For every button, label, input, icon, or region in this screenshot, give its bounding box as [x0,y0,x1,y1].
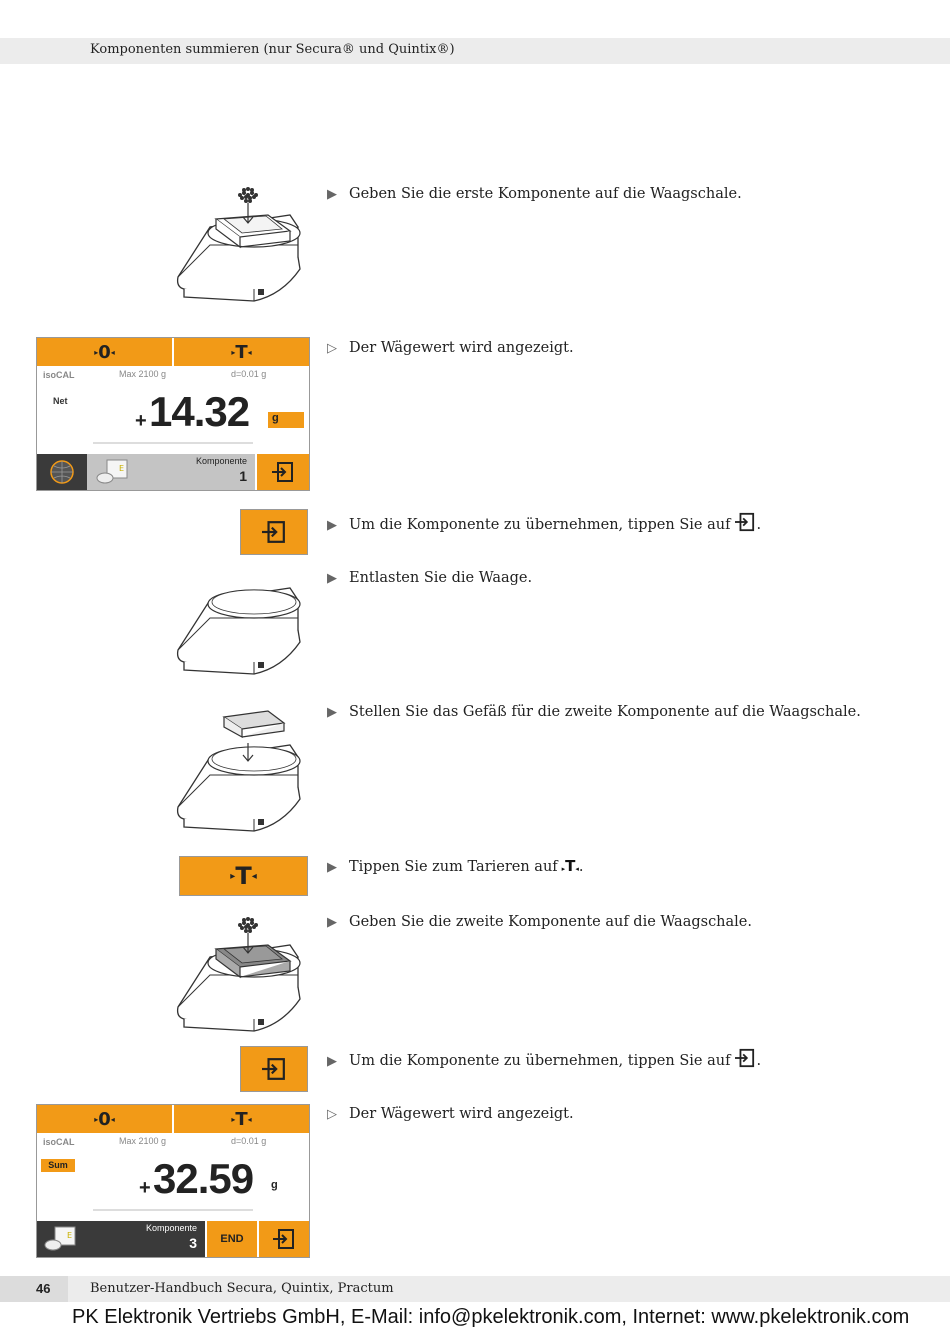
step-suffix: . [756,517,762,533]
accept-button[interactable] [257,1221,309,1257]
komponente-label: Komponente [195,456,247,466]
menu-button[interactable] [37,454,87,490]
scale-with-container-illustration [170,185,310,305]
step-8 [327,1048,761,1069]
zero-button[interactable]: ▸ 0 ◂ [94,341,115,363]
step-5 [327,704,861,720]
zero-button[interactable]: ▸ 0 ◂ [94,1108,115,1130]
step-7 [327,914,752,930]
accept-button[interactable] [240,1046,308,1092]
progress-bar [93,1209,253,1211]
step-marker: ▷ [327,341,337,356]
step-6 [327,857,584,875]
display-body [37,1133,309,1221]
weight-value: 32.59 [153,1155,254,1202]
enter-icon [272,461,294,483]
komponente-count: 3 [189,1235,197,1251]
weight-sign: + [135,410,147,432]
step-marker: ▷ [327,1107,337,1122]
step-suffix: . [578,859,584,875]
display-top-bar [37,1105,309,1133]
page-header-title: Komponenten summieren (nur Secura® und Quintix®) [90,42,455,57]
balance-display-2 [36,1104,310,1258]
application-bar [87,454,255,490]
display-bottom-bar [37,1221,309,1257]
display-body [37,366,309,454]
page-number: 46 [36,1281,51,1296]
component-app-icon [95,458,129,486]
display-bottom-bar [37,454,309,490]
svg-text:E: E [119,464,125,473]
step-2 [327,340,574,356]
step-3 [327,512,761,533]
empty-scale-illustration [170,568,310,678]
tare-icon: ▸T◂ [561,857,579,875]
tare-button[interactable]: ▸ T ◂ [172,1105,309,1133]
mode-label: isoCAL [43,370,75,380]
step-text: Entlasten Sie die Waage. [349,570,533,586]
zero-label: 0 [98,1108,111,1130]
komponente-label: Komponente [145,1223,197,1233]
readability-label: d=0.01 g [231,369,267,379]
step-text: Tippen Sie zum Tarieren auf [349,859,558,875]
enter-icon [734,1048,756,1068]
sum-badge: Sum [41,1159,75,1172]
step-text: Um die Komponente zu übernehmen, tippen Sie auf [349,1053,731,1069]
enter-icon [734,512,756,532]
step-4 [327,570,532,586]
component-app-icon [43,1225,77,1253]
enter-icon [261,1057,287,1081]
scale-with-vessel-illustration [170,703,310,833]
step-suffix: . [756,1053,762,1069]
step-marker: ▶ [327,860,337,875]
svg-text:E: E [67,1231,73,1240]
net-label: Net [53,396,68,406]
application-bar [37,1221,205,1257]
tare-label: T [235,862,252,890]
komponente-count: 1 [239,468,247,484]
accept-button[interactable] [255,454,309,490]
globe-icon [49,459,75,485]
scale-second-component-illustration [170,915,310,1035]
tare-button[interactable]: ▸ T ◂ [179,856,308,896]
readability-label: d=0.01 g [231,1136,267,1146]
unit-button[interactable]: g [268,412,304,428]
progress-bar [93,442,253,444]
max-label: Max 2100 g [119,1136,167,1146]
step-text: Geben Sie die erste Komponente auf die Waagschale. [349,186,742,202]
display-top-bar [37,338,309,366]
zero-label: 0 [98,341,111,363]
accept-button[interactable] [240,509,308,555]
weight-value: 14.32 [149,388,250,435]
weight-sign: + [139,1177,151,1199]
end-button[interactable]: END [205,1221,257,1257]
enter-icon [261,520,287,544]
step-marker: ▶ [327,705,337,720]
step-text: Der Wägewert wird angezeigt. [349,1106,574,1122]
step-9 [327,1106,574,1122]
tare-label: T [235,1108,248,1130]
step-text: Um die Komponente zu übernehmen, tippen Sie auf [349,517,731,533]
step-marker: ▶ [327,518,337,533]
enter-icon [273,1228,295,1250]
step-marker: ▶ [327,571,337,586]
step-marker: ▶ [327,915,337,930]
max-label: Max 2100 g [119,369,167,379]
step-text: Geben Sie die zweite Komponente auf die Waagschale. [349,914,752,930]
watermark-text: PK Elektronik Vertriebs GmbH, E-Mail: info@pkelektronik.com, Internet: www.pkelektronik.com [72,1306,910,1328]
mode-label: isoCAL [43,1137,75,1147]
step-text: Der Wägewert wird angezeigt. [349,340,574,356]
unit-label: g [271,1179,278,1191]
page-number-box [0,1276,68,1302]
step-marker: ▶ [327,1054,337,1069]
tare-button[interactable]: ▸ T ◂ [172,338,309,366]
step-1 [327,186,742,202]
footer-title: Benutzer-Handbuch Secura, Quintix, Practum [90,1281,394,1296]
tare-label: T [235,341,248,363]
step-marker: ▶ [327,187,337,202]
step-text: Stellen Sie das Gefäß für die zweite Komponente auf die Waagschale. [349,704,861,720]
balance-display-1 [36,337,310,491]
